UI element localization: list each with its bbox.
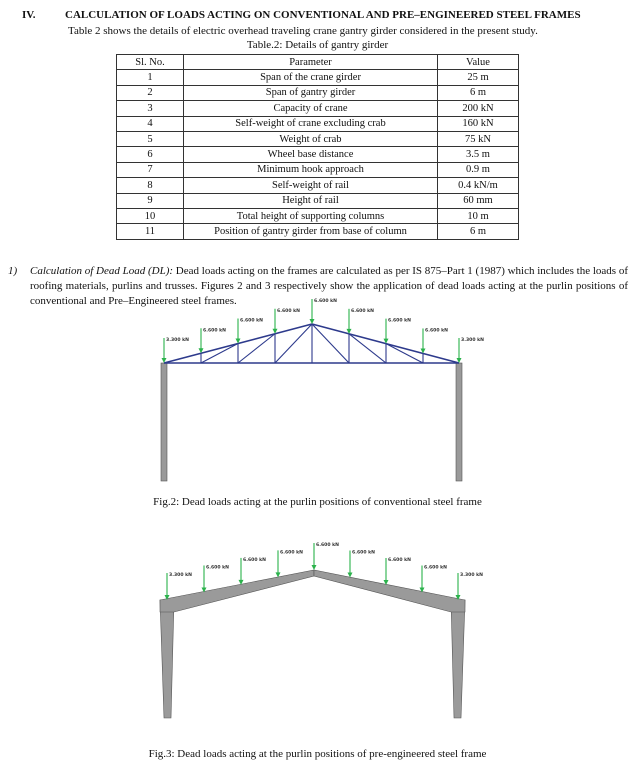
cell-value: 3.5 m [438,147,519,162]
cell-parameter: Height of rail [184,193,438,208]
table-caption: Table.2: Details of gantry girder [246,39,389,51]
table-row [117,162,519,177]
fig3-load-label: 6.600 kN [388,558,412,563]
figure-3-caption: Fig.3: Dead loads acting at the purlin positions of pre-engineered steel frame [148,748,487,760]
cell-value: 0.9 m [438,162,519,177]
table-row [117,70,519,85]
cell-value: 160 kN [438,116,519,131]
figure-2-conventional-frame [0,299,635,489]
cell-sl-no: 9 [117,193,184,208]
fig3-load-label: 6.600 kN [280,550,304,556]
fig2-load-label: 6.600 kN [388,318,412,324]
table-row [117,178,519,193]
cell-value: 25 m [438,70,519,85]
fig3-load-label: 6.600 kN [206,565,230,571]
cell-sl-no: 6 [117,147,184,162]
cell-sl-no: 7 [117,162,184,177]
section-title: CALCULATION OF LOADS ACTING ON CONVENTIONAL AND PRE–ENGINEERED STEEL FRAMES [65,9,581,21]
table-row [117,208,519,223]
cell-parameter: Position of gantry girder from base of column [184,224,438,239]
fig2-left-column [161,363,167,481]
fig3-frame-structure [160,570,465,718]
header-sl-no: Sl. No. [117,55,184,70]
fig2-truss-diagonal [275,324,312,363]
paragraph-lead: Calculation of Dead Load (DL): [30,265,174,277]
fig2-truss-diagonal [386,344,423,363]
table-row [117,147,519,162]
cell-sl-no: 5 [117,131,184,146]
cell-value: 60 mm [438,193,519,208]
fig3-right-column [451,600,465,718]
fig2-truss-diagonal [201,344,238,364]
table-row [117,101,519,116]
table-row [117,131,519,146]
fig2-truss-diagonal [312,324,349,363]
fig2-load-label: 3.300 kN [461,338,485,343]
cell-parameter: Self-weight of rail [184,178,438,193]
cell-value: 75 kN [438,131,519,146]
cell-parameter: Span of the crane girder [184,70,438,85]
section-intro: Table 2 shows the details of electric overhead traveling crane gantry girder considered in the present study. [68,25,538,37]
fig3-left-column [160,600,174,718]
fig2-frame-structure [161,324,462,481]
cell-value: 6 m [438,85,519,100]
table-header-row [117,55,519,70]
table-row [117,193,519,208]
fig2-right-column [456,363,462,481]
cell-sl-no: 3 [117,101,184,116]
fig3-load-label: 6.600 kN [243,557,267,563]
cell-value: 200 kN [438,101,519,116]
fig3-load-label: 6.600 kN [424,565,448,571]
cell-sl-no: 8 [117,178,184,193]
header-value: Value [438,55,519,70]
fig2-load-label: 6.600 kN [425,328,449,334]
cell-parameter: Total height of supporting columns [184,208,438,223]
paragraph-number: 1) [8,265,18,277]
paragraph-text: Dead loads acting on the frames are calculated as per IS 875–Part 1 (1987) which includes the loads of roofing materials, purlins and trusses. Figures 2 and 3 respectively show the application of dead loads acting at the purlin positions of conventional and Pre–Engineered steel frames. [30,265,629,308]
fig2-load-label: 3.300 kN [166,338,190,343]
fig3-load-label: 3.300 kN [169,573,193,578]
cell-parameter: Minimum hook approach [184,162,438,177]
fig2-load-label: 6.600 kN [314,299,338,304]
table-row [117,224,519,239]
fig2-load-label: 6.600 kN [203,328,227,334]
fig3-load-label: 6.600 kN [316,543,340,548]
cell-value: 10 m [438,208,519,223]
cell-parameter: Weight of crab [184,131,438,146]
cell-parameter: Span of gantry girder [184,85,438,100]
cell-parameter: Capacity of crane [184,101,438,116]
cell-sl-no: 1 [117,70,184,85]
fig2-load-label: 6.600 kN [277,308,301,314]
cell-sl-no: 4 [117,116,184,131]
figure-2-caption: Fig.2: Dead loads acting at the purlin positions of conventional steel frame [153,496,482,508]
cell-sl-no: 11 [117,224,184,239]
fig2-load-label: 6.600 kN [351,308,375,314]
table-row [117,116,519,131]
section-number: IV. [22,9,36,21]
table-row [117,85,519,100]
fig3-right-rafter [314,570,465,612]
fig3-load-arrow-head [312,565,317,570]
fig3-load-label: 6.600 kN [352,550,376,556]
figure-3-pre-engineered-frame [0,538,635,738]
cell-value: 6 m [438,224,519,239]
cell-sl-no: 10 [117,208,184,223]
fig3-load-label: 3.300 kN [460,573,484,578]
gantry-girder-table [116,54,519,240]
cell-parameter: Self-weight of crane excluding crab [184,116,438,131]
cell-value: 0.4 kN/m [438,178,519,193]
fig2-load-label: 6.600 kN [240,318,264,324]
fig2-load-arrow-head [310,319,315,324]
cell-sl-no: 2 [117,85,184,100]
table-body [117,70,519,239]
header-parameter: Parameter [184,55,438,70]
cell-parameter: Wheel base distance [184,147,438,162]
